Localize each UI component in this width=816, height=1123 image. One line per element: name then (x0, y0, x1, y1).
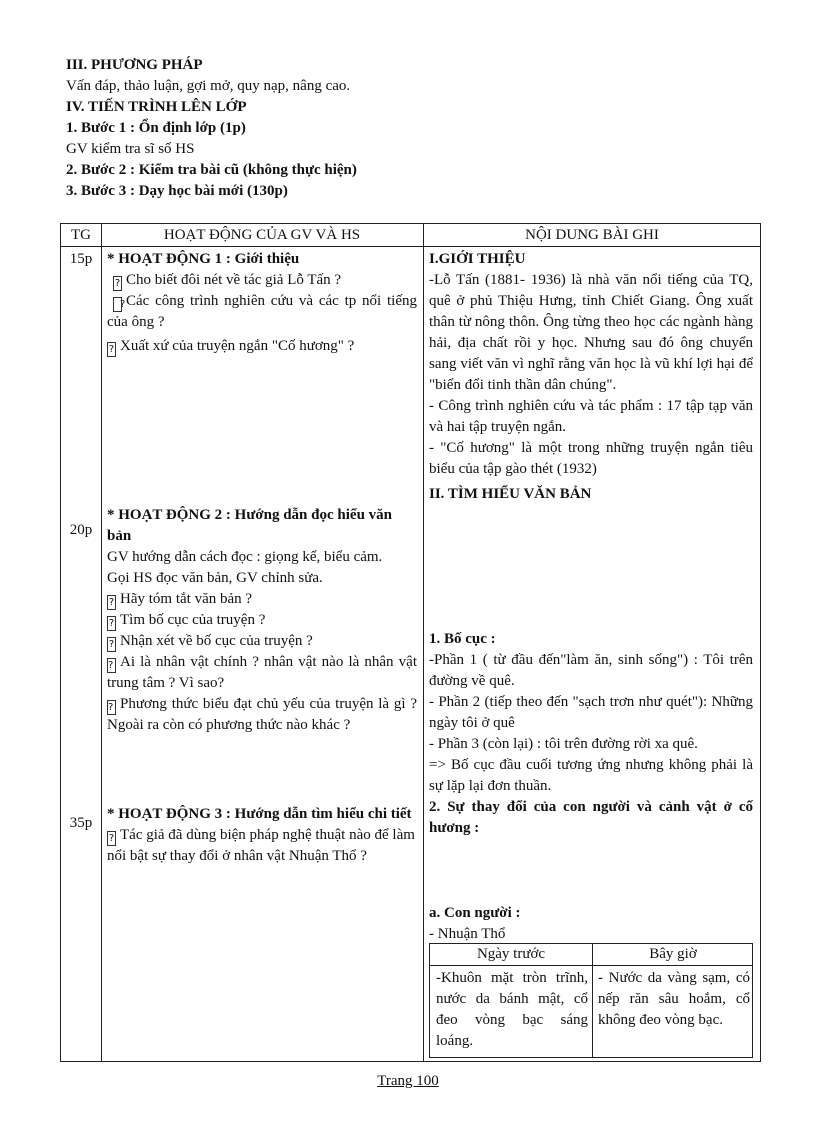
intro-section (66, 55, 766, 202)
content-paragraph: - Công trình nghiên cứu và tác phẩm : 17 tập tạp văn và hai tập truyện ngắn. (429, 398, 753, 435)
question-icon: ? (114, 278, 121, 289)
question-icon: ? (107, 700, 116, 715)
step-3-heading: 3. Bước 3 : Dạy học bài mới (130p) (66, 183, 288, 199)
activity-1 (107, 249, 417, 357)
table-divider (101, 224, 102, 1061)
section-heading-method: III. PHƯƠNG PHÁP (66, 57, 203, 73)
content-heading: II. TÌM HIỂU VĂN BẢN (429, 486, 592, 502)
content-paragraph: - Phần 3 (còn lại) : tôi trên đường rời xa quê. (429, 736, 698, 752)
header-activities: HOẠT ĐỘNG CỦA GV VÀ HS (163, 227, 361, 243)
comparison-cell-before: -Khuôn mặt tròn trĩnh, nước da bánh mật, cổ đeo vòng bạc sáng loáng. (436, 970, 588, 1049)
comparison-cell-now: - Nước da vàng sạm, có nếp răn sâu hoắm, cổ không đeo vòng bạc. (598, 970, 750, 1028)
step-1-heading: 1. Bước 1 : Ổn định lớp (1p) (66, 120, 246, 136)
comparison-table (429, 943, 753, 1058)
table-divider (423, 224, 424, 1061)
content-paragraph: -Lỗ Tấn (1881- 1936) là nhà văn nổi tiếng của TQ, quê ở phủ Thiệu Hưng, tỉnh Chiết Giang. Ông xuất thân từ nông thôn. Ông từng theo học các ngành hàng hải, địa chất rồi y học. Nhưng sau đó ông chuyển sang viết văn vì nghĩ rằng văn học là vũ khí lợi hại để "biến đổi tinh thần dân chúng". (429, 272, 753, 393)
question-text: Tác giả đã dùng biện pháp nghệ thuật nào để làm nổi bật sự thay đổi ở nhân vật Nhuận Thổ ? (107, 827, 415, 864)
question-text: Xuất xứ của truyện ngắn "Cố hương" ? (120, 338, 355, 354)
question-text: Hãy tóm tắt văn bản ? (120, 591, 253, 607)
question-icon: ? (108, 639, 115, 650)
question-icon: ? (108, 344, 115, 355)
activity-title: * HOẠT ĐỘNG 2 : Hướng dẫn đọc hiểu văn bản (107, 507, 392, 544)
lesson-table (60, 223, 761, 1062)
comparison-header-before: Ngày trước (476, 946, 546, 962)
content-paragraph: - Phần 2 (tiếp theo đến "sạch trơn như quét"): Những ngày tôi ở quê (429, 694, 753, 731)
content-paragraph: => Bố cục đầu cuối tương ứng nhưng không phải là sự lặp lại đơn thuần. (429, 757, 753, 794)
content-heading: I.GIỚI THIỆU (429, 251, 526, 267)
header-tg: TG (71, 227, 91, 243)
activity-3 (107, 804, 417, 867)
activity-2 (107, 505, 417, 736)
table-divider (61, 246, 760, 247)
content-heading: 1. Bố cục : (429, 631, 496, 647)
section-heading-process: IV. TIẾN TRÌNH LÊN LỚP (66, 99, 247, 115)
question-text: Ai là nhân vật chính ? nhân vật nào là nhân vật trung tâm ? Vì sao? (107, 654, 417, 691)
content-heading: 2. Sự thay đổi của con người và cảnh vật ở cố hương : (429, 799, 753, 836)
time-label: 35p (69, 815, 93, 831)
step-2-heading: 2. Bước 2 : Kiểm tra bài cũ (không thực hiện) (66, 162, 357, 178)
content-heading: a. Con người : (429, 905, 521, 921)
step-1-text: GV kiểm tra sĩ số HS (66, 141, 195, 157)
comparison-header-now: Bây giờ (649, 946, 697, 962)
table-divider (430, 965, 752, 966)
method-text: Vấn đáp, thảo luận, gợi mở, quy nạp, nâng cao. (66, 78, 351, 94)
time-label: 20p (69, 522, 93, 538)
activity-title: * HOẠT ĐỘNG 1 : Giới thiệu (107, 251, 300, 267)
question-text: Phương thức biểu đạt chủ yếu của truyện là gì ? Ngoài ra còn có phương thức nào khác ? (107, 696, 417, 733)
page-number: Trang 100 (377, 1073, 439, 1089)
question-text: Nhận xét về bố cục của truyện ? (120, 633, 313, 649)
activity-title: * HOẠT ĐỘNG 3 : Hướng dẫn tìm hiểu chi tiết (107, 806, 412, 822)
content-paragraph: - Nhuận Thổ (429, 926, 506, 942)
time-label: 15p (69, 251, 93, 267)
question-text: Các công trình nghiên cứu và các tp nổi tiếng của ông ? (107, 293, 417, 330)
activity-text: Gọi HS đọc văn bản, GV chỉnh sửa. (107, 570, 323, 586)
question-text: Cho biết đôi nét về tác giả Lỗ Tấn ? (126, 272, 342, 288)
content-section-2 (429, 629, 753, 839)
activity-text: GV hướng dẫn cách đọc : giọng kể, biểu cảm. (107, 549, 383, 565)
question-icon: ? (113, 297, 122, 312)
question-icon: ? (108, 833, 115, 844)
question-icon: ? (107, 658, 116, 673)
question-text: Tìm bố cục của truyện ? (120, 612, 266, 628)
header-content: NỘI DUNG BÀI GHI (525, 227, 659, 243)
content-section-3 (429, 903, 753, 945)
question-icon: ? (108, 618, 115, 629)
question-icon: ? (108, 597, 115, 608)
content-paragraph: - "Cố hương" là một trong những truyện ngắn tiêu biểu của tập gào thét (1932) (429, 440, 753, 477)
content-paragraph: -Phần 1 ( từ đầu đến"làm ăn, sinh sống") : Tôi trên đường về quê. (429, 652, 753, 689)
content-section-1 (429, 249, 753, 505)
